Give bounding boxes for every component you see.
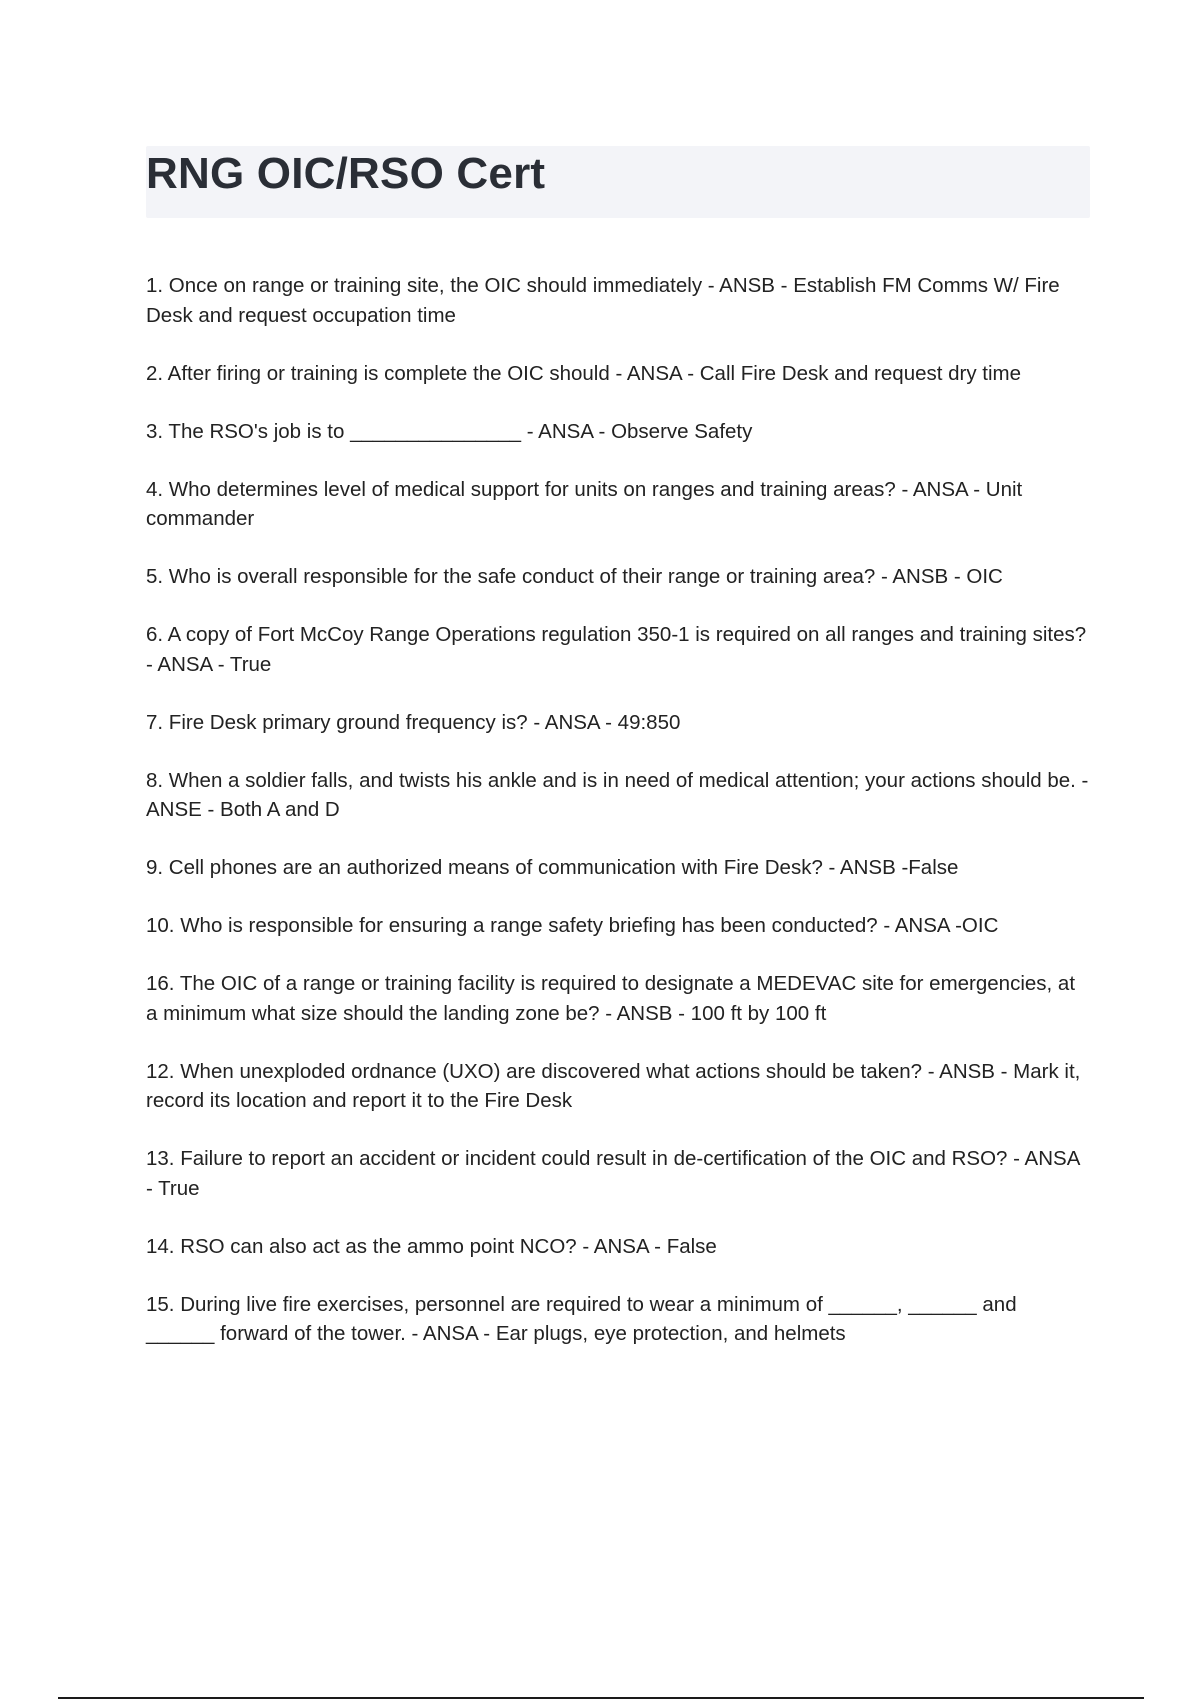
question-item: 8. When a soldier falls, and twists his ankle and is in need of medical attention; your actions should be. - ANSE - Both A and D xyxy=(146,768,1089,821)
question-item: 5. Who is overall responsible for the safe conduct of their range or training area? - ANSB - OIC xyxy=(146,565,1003,588)
question-item: 4. Who determines level of medical support for units on ranges and training areas? - ANSA - Unit commander xyxy=(146,477,1023,530)
question-item: 7. Fire Desk primary ground frequency is? - ANSA - 49:850 xyxy=(146,710,681,734)
question-item: 3. The RSO's job is to _______________ - ANSA - Observe Safety xyxy=(146,419,753,443)
question-item: 10. Who is responsible for ensuring a range safety briefing has been conducted? - ANSA -OIC xyxy=(146,914,999,937)
question-list xyxy=(146,271,1090,1377)
question-item: 16. The OIC of a range or training facility is required to designate a MEDEVAC site for emergencies, at a minimum what size should the landing zone be? - ANSB - 100 ft by 100 ft xyxy=(146,972,1076,1025)
title-banner xyxy=(146,146,1090,218)
question-item: 14. RSO can also act as the ammo point NCO? - ANSA - False xyxy=(146,1234,717,1258)
page-title: RNG OIC/RSO Cert xyxy=(146,149,546,198)
question-item: 13. Failure to report an accident or incident could result in de-certification of the OIC and RSO? - ANSA - True xyxy=(146,1147,1080,1200)
footer-divider xyxy=(58,1697,1144,1699)
question-item: 6. A copy of Fort McCoy Range Operations regulation 350-1 is required on all ranges and training sites? - ANSA - True xyxy=(146,623,1087,676)
question-item: 9. Cell phones are an authorized means of communication with Fire Desk? - ANSB -False xyxy=(146,856,959,879)
question-item: 15. During live fire exercises, personnel are required to wear a minimum of ______, ______ and ______ forward of the tower. - ANSA - Ear plugs, eye protection, and helmets xyxy=(146,1292,1017,1345)
question-item: 12. When unexploded ordnance (UXO) are discovered what actions should be taken? - ANSB - Mark it, record its location and report it to the Fire Desk xyxy=(146,1059,1081,1112)
question-item: 1. Once on range or training site, the OIC should immediately - ANSB - Establish FM Comms W/ Fire Desk and request occupation time xyxy=(146,274,1060,327)
question-item: 2. After firing or training is complete the OIC should - ANSA - Call Fire Desk and request dry time xyxy=(146,361,1022,385)
